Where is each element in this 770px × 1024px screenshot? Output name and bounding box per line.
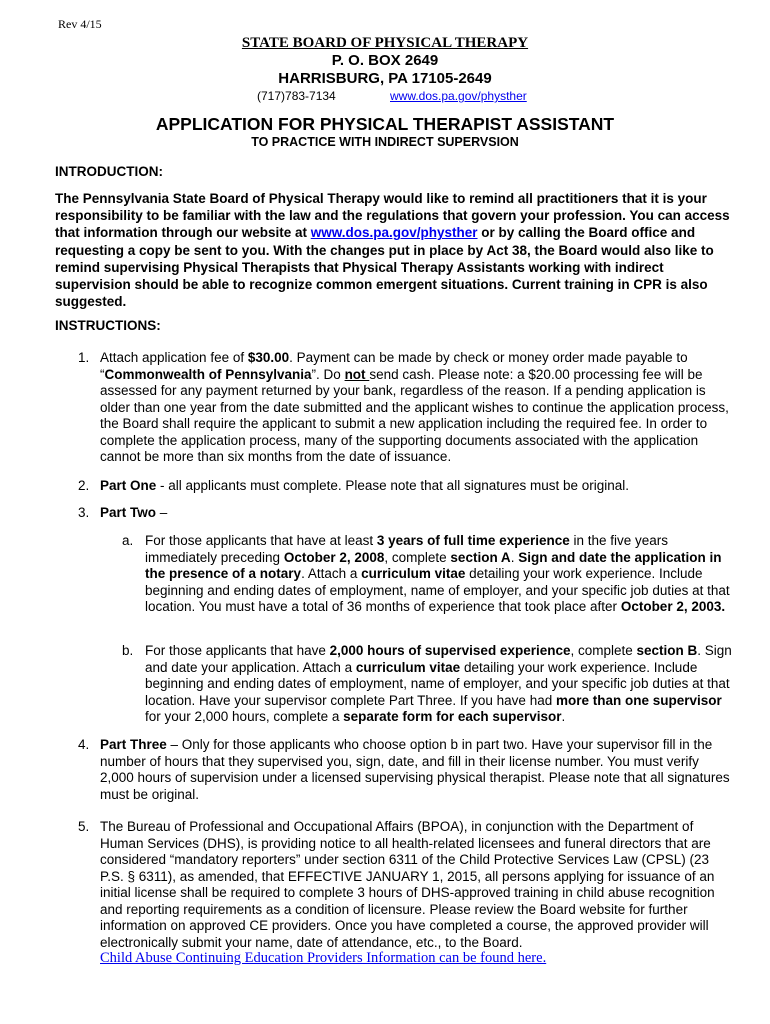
item-3a-bold: curriculum vitae [361,566,466,581]
item-3-part: – [156,505,168,520]
item-2-number: 2. [78,478,90,493]
item-1-part: Attach application fee of [100,350,248,365]
intro-website-link[interactable]: www.dos.pa.gov/physther [310,225,478,241]
item-3-number: 3. [78,505,90,520]
page-subtitle: TO PRACTICE WITH INDIRECT SUPERVSION [251,135,519,149]
item-3a-bold: section A [450,549,511,565]
phone-number: (717)783-7134 [257,89,336,103]
item-3b-bold: curriculum vitae [355,659,461,675]
item-1-part: send cash. Please note: a $20.00 processing fee will be assessed for any payment returned by your bank, regardless of the reason. If a pending application is older than one year from the date submitted and the applicant wishes to continue the application process, the Board shall require the applicant to submit a new application including the required fee. In order to complete the application process, many of the supporting documents associated with the application cannot be more than six months from the date of issuance. [100,366,729,464]
part-one-label: Part One [100,478,157,493]
item-3-text [100,505,734,522]
part-three-label: Part Three [100,737,167,752]
item-4-text [100,737,734,803]
item-3b-bold: section B [636,643,698,658]
item-2-part: - all applicants must complete. Please note that all signatures must be original. [156,478,630,493]
item-3b-part: . Sign and date your application. Attach a [145,643,732,675]
intro-text-2: or by calling the Board office and requesting a copy be sent to you. With the changes put in place by Act 38, the Board would also like to remind supervising Physical Therapists that Physical Therapy Assistants working with indirect supervision should be able to recognize common emergent situations. Current training in CPR is also suggested. [55,225,714,310]
item-1-payee: Commonwealth of Pennsylvania [104,366,312,382]
item-1-fee: $30.00 [247,350,290,365]
item-3a-part: . [510,549,519,565]
item-3b-part: For those applicants that have [145,643,330,658]
item-5-text: The Bureau of Professional and Occupational Affairs (BPOA), in conjunction with the Department of Human Services (DHS), is providing notice to all health-related licensees and funeral directors that are considered “mandatory reporters” under section 6311 of the Child Protective Services Law (CPSL) (23 P.S. § 6311), as amended, that EFFECTIVE JANUARY 1, 2015, all persons applying for issuance of an initial license shall be required to complete 3 hours of DHS-approved training in child abuse recognition and reporting requirements as a condition of licensure. Please review the Board website for further information on approved CE providers. Once you have completed a course, the approved provider will electronically submit your name, date of attendance, etc., to the Board. [100,819,715,950]
item-1-part: ”. Do [311,366,345,382]
item-3a-part: For those applicants that have at least [145,533,377,548]
item-3b-bold: 2,000 hours of supervised experience [329,643,571,658]
item-3b-letter: b. [122,643,134,658]
item-1-text [100,350,734,466]
item-3b-part: for your 2,000 hours, complete a [145,709,344,724]
revision-label: Rev 4/15 [58,17,102,31]
item-3b-part: . [561,709,566,724]
part-two-label: Part Two [100,505,157,520]
item-3a-part: . Attach a [301,566,362,581]
item-3a-part: detailing your work experience. Include beginning and ending dates of employment, name of employer, and your specific job duties at that location. You must have a total of 36 months of experience that took place after [145,566,730,614]
item-3a-text [145,533,735,616]
introduction-paragraph [55,190,735,310]
page-title: APPLICATION FOR PHYSICAL THERAPIST ASSISTANT [155,114,615,134]
instructions-heading: INSTRUCTIONS: [55,318,161,333]
item-3b-part: detailing your work experience. Include beginning and ending dates of employment, name of employer, and your specific job duties at that location. Have your supervisor complete Part Three. If you have had [145,659,730,708]
item-5-number: 5. [78,819,90,834]
child-abuse-ce-link[interactable]: Child Abuse Continuing Education Providers Information can be found here. [100,950,547,966]
item-3a-part: in the five years immediately preceding [145,533,669,565]
item-3b-part: , complete [570,643,637,658]
item-3b-text [145,643,735,726]
item-3a-bold: 3 years of full time experience [376,533,570,548]
item-1-not: not [344,366,370,382]
item-3a-bold: October 2, 2008 [283,549,385,565]
introduction-heading: INTRODUCTION: [55,164,163,179]
item-4-part: – Only for those applicants who choose option b in part two. Have your supervisor fill in the number of hours that they supervised you, sign, date, and fill in their license number. You must verify 2,000 hours of supervision under a licensed supervising physical therapist. Please note that all signatures must be original. [100,737,730,802]
item-4-number: 4. [78,737,90,752]
item-3a-bold: October 2, 2003. [620,599,726,614]
city-address: HARRISBURG, PA 17105-2649 [278,70,492,87]
website-link[interactable]: www.dos.pa.gov/physther [390,89,527,103]
item-3a-part: , complete [384,549,451,565]
po-box: P. O. BOX 2649 [331,52,439,69]
item-3a-letter: a. [122,533,134,548]
item-1-number: 1. [78,350,90,365]
intro-text-1: The Pennsylvania State Board of Physical Therapy would like to remind all practitioners that it is your responsibility to be familiar with the law and the regulations that govern your profession. You can access that information through our website at [55,191,730,241]
board-name: STATE BOARD OF PHYSICAL THERAPY [241,35,529,51]
item-3b-bold: more than one supervisor [555,692,722,708]
item-3b-bold: separate form for each supervisor [343,709,562,724]
item-3a-bold: Sign and date the application in the presence of a notary [145,549,722,581]
item-2-text [100,478,734,495]
item-1-part: . Payment can be made by check or money order made payable to “ [100,350,688,382]
